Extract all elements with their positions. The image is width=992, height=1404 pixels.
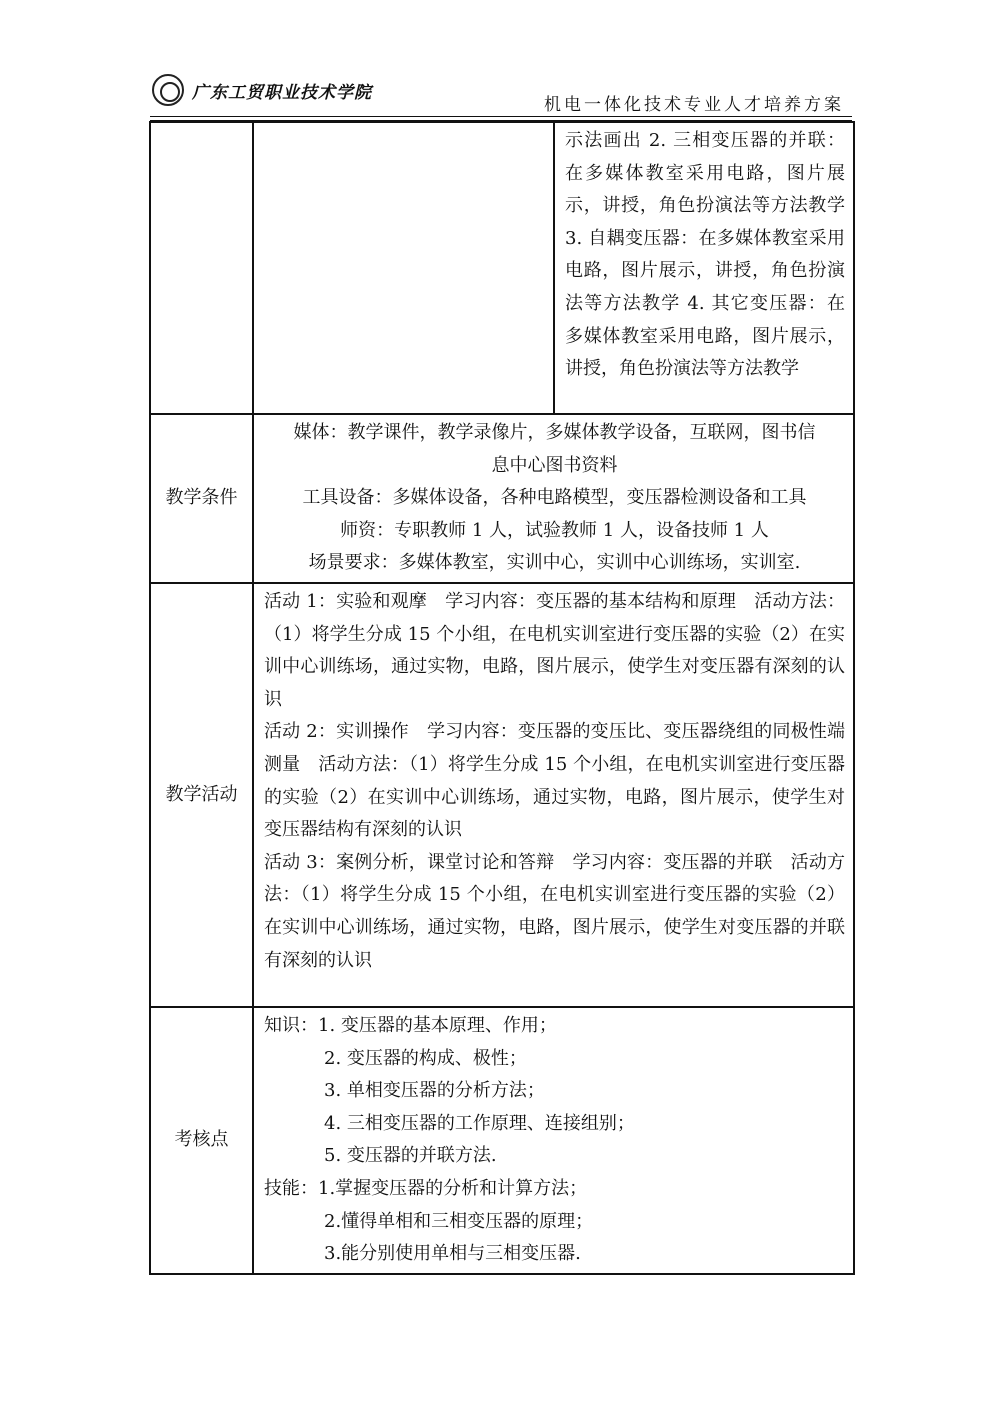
activity-item: 活动 1：实验和观摩 学习内容：变压器的基本结构和原理 活动方法：（1）将学生分成 15 个小组，在电机实训室进行变压器的实验（2）在实训中心训练场，通过实物，电路，图片展示，使学生对变压器有深刻的认识 (264, 590, 845, 710)
activities-label: 教学活动 (150, 583, 253, 1007)
activity-item: 活动 3：案例分析，课堂讨论和答辩 学习内容：变压器的并联 活动方法：（1）将学生分成 15 个小组，在电机实训室进行变压器的实验（2）在实训中心训练场，通过实物，电路，图片展示，使学生对变压器的并联有深刻的认识 (264, 851, 845, 971)
assessment-cell (253, 1007, 854, 1274)
skill-item: 1.掌握变压器的分析和计算方法； (318, 1177, 588, 1199)
table-row-conditions (150, 414, 854, 583)
skills-line (264, 1173, 845, 1206)
methods-cell: 示法画出 2. 三相变压器的并联：在多媒体教室采用电路，图片展示，讲授，角色扮演法等方法教学 3. 自耦变压器：在多媒体教室采用电路，图片展示，讲授，角色扮演法等方法教学 4. 其它变压器：在多媒体教室采用电路，图片展示，讲授，角色扮演法等方法教学 (554, 122, 854, 414)
course-table (149, 121, 855, 1275)
school-logo (152, 74, 372, 106)
knowledge-item: 2. 变压器的构成、极性； (324, 1047, 527, 1069)
skills-prefix: 技能： (264, 1177, 318, 1199)
school-name: 广东工贸职业技术学院 (192, 82, 372, 103)
school-seal-icon (152, 74, 184, 106)
conditions-cell (253, 414, 854, 583)
document-title: 机电一体化技术专业人才培养方案 (544, 95, 844, 115)
conditions-label: 教学条件 (150, 414, 253, 583)
knowledge-item: 1. 变压器的基本原理、作用； (318, 1014, 557, 1036)
conditions-line: 场景要求：多媒体教室，实训中心，实训中心训练场，实训室. (308, 552, 801, 574)
knowledge-item: 4. 三相变压器的工作原理、连接组别； (324, 1112, 635, 1134)
activities-cell (253, 583, 854, 1007)
knowledge-item: 5. 变压器的并联方法. (324, 1145, 497, 1167)
knowledge-prefix: 知识： (264, 1014, 318, 1036)
header-rule-thin (150, 116, 852, 117)
assessment-label: 考核点 (150, 1007, 253, 1274)
skill-item: 2.懂得单相和三相变压器的原理； (324, 1210, 594, 1232)
conditions-line: 媒体：教学课件，教学录像片，多媒体教学设备，互联网，图书信 (293, 422, 816, 443)
table-row-activities (150, 583, 854, 1007)
table-row-methods (150, 122, 854, 414)
empty-cell (253, 122, 554, 414)
knowledge-line (264, 1010, 845, 1043)
skill-item: 3.能分别使用单相与三相变压器. (324, 1243, 581, 1265)
table-row-assessment (150, 1007, 854, 1274)
activity-item: 活动 2：实训操作 学习内容：变压器的变压比、变压器绕组的同极性端测量 活动方法：（1）将学生分成 15 个小组，在电机实训室进行变压器的实验（2）在实训中心训练场，通过实物，电路，图片展示，使学生对变压器结构有深刻的认识 (264, 721, 845, 841)
conditions-line: 师资：专职教师 1 人，试验教师 1 人，设备技师 1 人 (340, 519, 769, 541)
empty-cell (150, 122, 253, 414)
knowledge-item: 3. 单相变压器的分析方法； (324, 1080, 545, 1102)
page-header (150, 70, 852, 118)
conditions-line: 工具设备：多媒体设备，各种电路模型，变压器检测设备和工具 (302, 487, 807, 509)
conditions-line: 息中心图书资料 (491, 454, 618, 476)
